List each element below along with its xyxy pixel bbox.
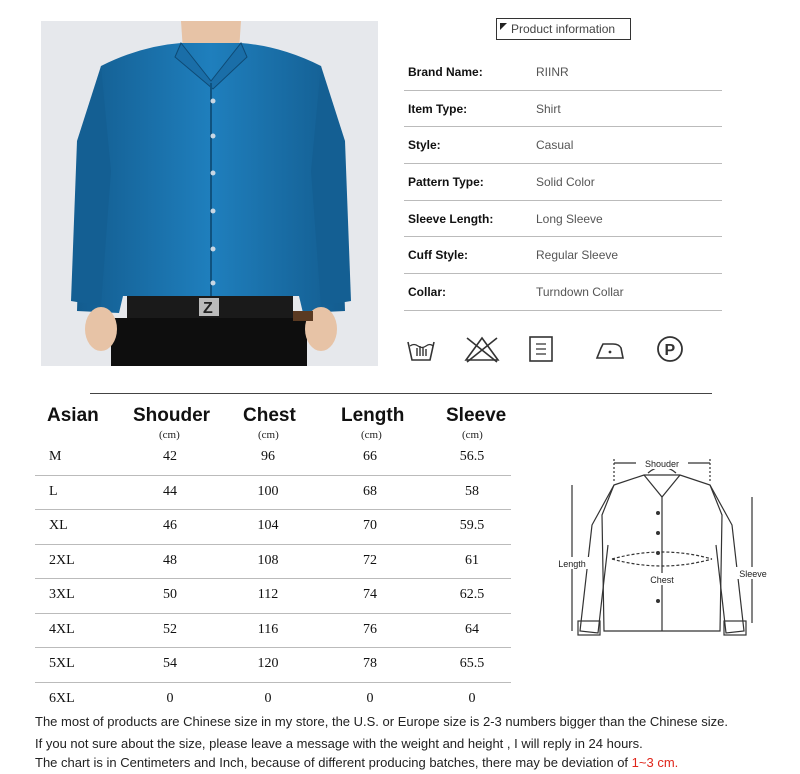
header-asian: Asian: [47, 405, 99, 426]
header-length: Length: [341, 405, 405, 426]
measure-cell: 46: [163, 518, 177, 533]
corner-marker-icon: [500, 23, 507, 30]
measure-cell: 68: [363, 483, 377, 499]
size-cell: XL: [49, 518, 68, 533]
spec-row-item-type: [404, 91, 722, 128]
iron-low-icon: [593, 334, 627, 364]
diagram-chest-label: Chest: [650, 575, 674, 585]
measure-cell: 44: [163, 483, 177, 499]
table-row: [35, 545, 511, 580]
measurement-diagram: [552, 455, 772, 655]
spec-table: [404, 54, 722, 311]
spec-value: Solid Color: [536, 174, 595, 189]
header-chest: Chest: [243, 405, 296, 426]
spec-row-cuff: [404, 237, 722, 274]
spec-label: Brand Name:: [408, 64, 483, 79]
svg-text:P: P: [664, 342, 676, 359]
measure-cell: 0: [366, 690, 374, 706]
table-row: [35, 510, 511, 545]
size-cell: L: [49, 483, 58, 499]
size-note-3: [35, 755, 678, 770]
unit-label: (cm): [159, 429, 180, 441]
size-cell: 2XL: [49, 552, 75, 568]
size-cell: 4XL: [49, 621, 75, 637]
measure-cell: 120: [257, 656, 279, 671]
size-note-2: If you not sure about the size, please leave a message with the weight and height , I will reply in 24 hours.: [35, 736, 643, 751]
diagram-length-label: Length: [558, 559, 586, 569]
care-icons: [405, 334, 695, 366]
header-shoulder: Shouder: [133, 405, 211, 426]
product-photo: [41, 21, 378, 366]
measure-cell: 78: [363, 656, 377, 671]
measure-cell: 66: [363, 449, 377, 464]
measure-cell: 104: [257, 518, 279, 533]
spec-value: Casual: [536, 138, 574, 153]
spec-row-style: [404, 127, 722, 164]
section-divider: [90, 393, 712, 394]
size-cell: 3XL: [49, 587, 75, 602]
spec-row-pattern: [404, 164, 722, 201]
diagram-sleeve-label: Sleeve: [739, 569, 767, 579]
measure-cell: 0: [166, 690, 174, 706]
measure-cell: 76: [363, 621, 377, 637]
measure-cell: 56.5: [459, 449, 485, 464]
measure-cell: 59.5: [459, 518, 485, 533]
measure-cell: 65.5: [459, 656, 485, 671]
measure-cell: 54: [163, 656, 177, 671]
table-row: [35, 476, 511, 511]
measure-cell: 64: [465, 621, 479, 637]
spec-label: Item Type:: [408, 101, 468, 116]
table-row: [35, 614, 511, 649]
table-row: [35, 579, 511, 614]
size-chart-header: [35, 405, 511, 441]
measure-cell: 112: [257, 587, 279, 602]
svg-text:Z: Z: [203, 300, 213, 317]
measure-cell: 0: [264, 690, 272, 706]
unit-label: (cm): [361, 429, 382, 441]
measure-cell: 42: [163, 449, 177, 464]
header-sleeve: Sleeve: [446, 405, 507, 426]
size-cell: M: [49, 449, 62, 464]
measure-cell: 108: [257, 552, 279, 568]
measure-cell: 0: [468, 690, 476, 706]
measure-cell: 100: [257, 483, 279, 499]
spec-label: Cuff Style:: [408, 248, 468, 263]
measure-cell: 61: [465, 552, 479, 568]
spec-value: RIINR: [536, 64, 569, 79]
dry-clean-p-icon: [655, 334, 685, 364]
do-not-bleach-icon: [463, 334, 501, 364]
spec-label: Collar:: [408, 284, 447, 299]
spec-row-sleeve: [404, 201, 722, 238]
product-info-header: [496, 18, 631, 40]
spec-row-collar: [404, 274, 722, 311]
measure-cell: 70: [363, 518, 377, 533]
spec-row-brand: [404, 54, 722, 91]
product-info-title: Product information: [511, 22, 616, 36]
hand-wash-icon: [405, 334, 437, 364]
size-cell: 6XL: [49, 690, 75, 706]
measure-cell: 96: [261, 449, 275, 464]
spec-label: Sleeve Length:: [408, 211, 494, 226]
size-note-3-text: The chart is in Centimeters and Inch, because of different producing batches, there may be deviation of: [35, 755, 632, 770]
size-note-1: The most of products are Chinese size in my store, the U.S. or Europe size is 2-3 numbers bigger than the Chinese size.: [35, 714, 728, 729]
measure-cell: 74: [363, 587, 377, 602]
measure-cell: 52: [163, 621, 177, 637]
spec-value: Long Sleeve: [536, 211, 603, 226]
diagram-shoulder-label: Shouder: [644, 459, 680, 469]
measure-cell: 50: [163, 587, 177, 602]
unit-label: (cm): [462, 429, 483, 441]
size-chart-table: [35, 405, 511, 717]
size-cell: 5XL: [49, 656, 75, 671]
spec-value: Regular Sleeve: [536, 248, 619, 263]
spec-label: Style:: [408, 138, 441, 153]
measure-cell: 58: [465, 483, 479, 499]
table-row: [35, 441, 511, 476]
measure-cell: 72: [363, 552, 377, 568]
table-row: [35, 648, 511, 683]
measure-cell: 116: [257, 621, 279, 637]
measure-cell: 62.5: [459, 587, 485, 602]
measure-cell: 48: [163, 552, 177, 568]
deviation-highlight: 1~3 cm.: [631, 755, 679, 770]
unit-label: (cm): [258, 429, 279, 441]
spec-label: Pattern Type:: [408, 174, 484, 189]
spec-value: Turndown Collar: [536, 284, 624, 299]
spec-value: Shirt: [536, 101, 561, 116]
table-row: [35, 683, 511, 718]
line-dry-icon: [527, 334, 555, 364]
